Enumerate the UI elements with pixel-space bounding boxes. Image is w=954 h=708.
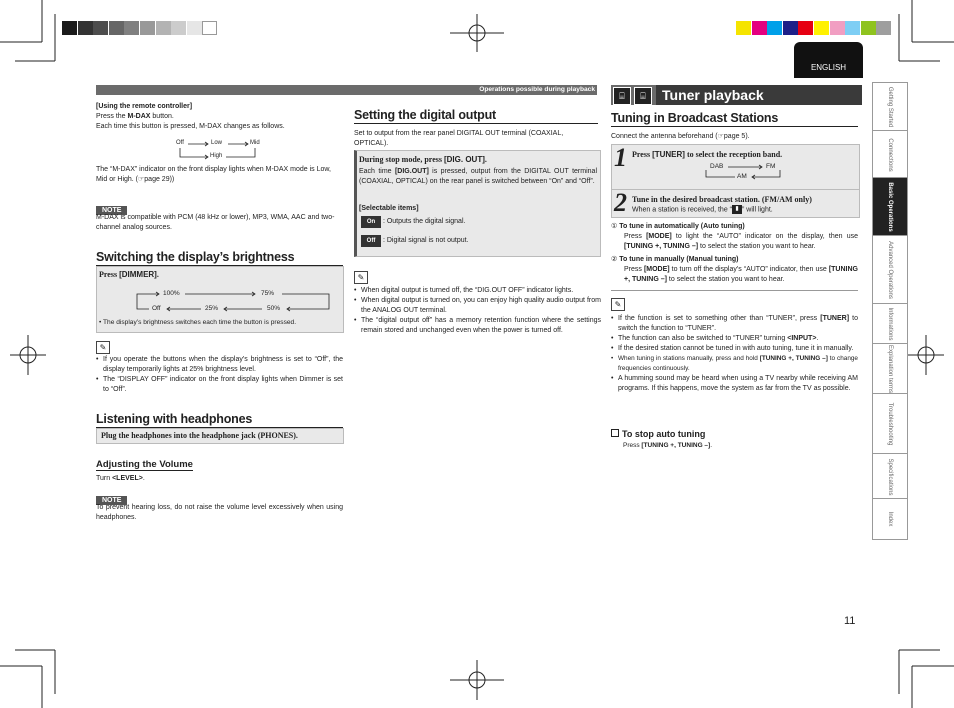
selectable-title: [Selectable items] xyxy=(359,205,419,212)
digital-intro: Set to output from the rear panel DIGITAL OUT terminal (COAXIAL, OPTICAL). xyxy=(354,130,564,147)
brightness-note: • The display’s brightness switches each time the button is pressed. xyxy=(99,319,297,326)
mdax-key: M-DAX xyxy=(127,113,151,120)
cycle-mid: Mid xyxy=(250,140,260,146)
checkbox-icon xyxy=(611,429,619,437)
band-arrows xyxy=(702,162,802,186)
tip-pencil-icon: ✎ xyxy=(96,341,110,354)
band-cycle xyxy=(702,162,802,186)
band-dab: DAB xyxy=(710,163,724,170)
side-tab[interactable] xyxy=(872,177,908,237)
remote-line2: Each time this button is pressed, M-DAX changes as follows. xyxy=(96,123,285,130)
tip-item: • If you operate the buttons when the display’s brightness is set to “Off”, the display temporarily lights at 25% brightness level. xyxy=(96,355,343,375)
side-tab-label: Advanced Operations xyxy=(887,241,893,299)
b-off: Off xyxy=(152,305,161,312)
remote-line1-post: button. xyxy=(150,113,174,120)
side-tab[interactable] xyxy=(872,303,908,345)
step1-box xyxy=(611,144,860,190)
headphones-box: Plug the headphones into the headphone jack (PHONES). xyxy=(96,428,344,444)
tuner-icon-1: ⌸ xyxy=(613,87,631,105)
tip-item: • If the desired station cannot be tuned in with auto tuning, tune it in manually. xyxy=(611,344,858,354)
connect-note: Connect the antenna beforehand (☞page 5). xyxy=(611,133,750,140)
side-tab-label: Basic Operations xyxy=(887,182,893,232)
language-tab xyxy=(794,42,863,78)
volume-text: Turn <LEVEL>. xyxy=(96,475,145,482)
digout-key: [DIG. OUT] xyxy=(443,155,485,164)
side-tab-label: Index xyxy=(887,511,893,527)
remote-line1-pre: Press the xyxy=(96,113,128,120)
note-text-2: To prevent hearing loss, do not raise the volume level excessively when using headphones. xyxy=(96,504,343,521)
tip-item: • When digital output is turned on, you can enjoy high quality audio output from the ANALOG OUT terminal. xyxy=(354,296,601,316)
tuner-key: [TUNER] xyxy=(652,150,685,159)
mdax-description: The “M-DAX” indicator on the front display lights when M-DAX mode is Low, Mid or High. (☞page 29)) xyxy=(96,166,331,183)
side-tab[interactable] xyxy=(872,453,908,500)
stop-text: Press [TUNING +, TUNING –]. xyxy=(623,442,713,449)
digital-box xyxy=(354,150,601,257)
side-tab[interactable] xyxy=(872,393,908,455)
remote-title: [Using the remote controller] xyxy=(96,103,193,110)
banner-text: Operations possible during playback xyxy=(479,86,595,93)
tip-pencil-icon: ✎ xyxy=(354,271,368,284)
side-tab-label: Informations xyxy=(887,307,893,341)
b-100: 100% xyxy=(163,290,180,297)
side-tab-label: Explanation terms xyxy=(887,344,893,394)
mdax-cycle-diagram xyxy=(170,138,270,164)
cycle-off: Off xyxy=(176,140,184,146)
side-tab[interactable] xyxy=(872,130,908,179)
b-75: 75% xyxy=(261,290,275,297)
stop-title: To stop auto tuning xyxy=(611,429,705,439)
side-tab-label: Getting Started xyxy=(887,86,893,128)
brightness-title: Switching the display’s brightness xyxy=(96,250,343,266)
brightness-tips xyxy=(96,355,343,395)
step1-number: 1 xyxy=(614,143,627,172)
b-50: 50% xyxy=(267,305,281,312)
side-tab-label: Connections xyxy=(887,137,893,172)
auto-tuning: ① To tune in automatically (Auto tuning) Press [MODE] to light the “AUTO” indicator on the display, then use [TUNING +, TUNING –] to select the station you want to hear. xyxy=(611,223,858,250)
step2-title: Tune in the desired broadcast station. (FM/AM only) xyxy=(632,195,812,204)
side-tab-label: Troubleshooting xyxy=(887,402,893,446)
brightness-cycle xyxy=(97,287,343,315)
tip-item: • The “digital output off” has a memory retention function where the settings remain stored and unchanged even when the power is turned off. xyxy=(354,316,601,336)
cycle-high: High xyxy=(210,153,223,159)
manual-tuning: ② To tune in manually (Manual tuning) Press [MODE] to turn off the display's “AUTO” indicator, then use [TUNING +, TUNING –] to select the station you want to hear. xyxy=(611,256,858,283)
headphones-title: Listening with headphones xyxy=(96,412,343,428)
signal-icon: ▮ xyxy=(732,205,742,214)
tuner-title: Tuner playback xyxy=(656,85,862,105)
side-tab[interactable] xyxy=(872,235,908,305)
auto-title: To tune in automatically (Auto tuning) xyxy=(619,223,745,230)
level-key: <LEVEL> xyxy=(112,475,143,482)
auto-num: ① xyxy=(611,223,618,230)
tip-item: • The function can also be switched to “TUNER” turning <INPUT>. xyxy=(611,334,858,344)
side-tab[interactable] xyxy=(872,343,908,395)
brightness-arrows xyxy=(97,287,343,315)
page-number: 11 xyxy=(844,615,856,627)
dimmer-key: [DIMMER] xyxy=(119,270,157,279)
remote-section xyxy=(96,102,343,132)
brightness-press: Press [DIMMER]. xyxy=(99,270,159,279)
tip-item: • If the function is set to something other than “TUNER”, press [TUNER] to switch the function to “TUNER”. xyxy=(611,314,858,334)
note-label: NOTE xyxy=(96,206,127,215)
tip-item: • When tuning in stations manually, press and hold [TUNING +, TUNING –] to change frequencies continuously. xyxy=(611,354,858,374)
side-tab[interactable] xyxy=(872,498,908,540)
side-tab[interactable] xyxy=(872,82,908,132)
brightness-box xyxy=(96,266,344,333)
volume-title: Adjusting the Volume xyxy=(96,459,193,470)
note2-label: NOTE xyxy=(96,496,127,505)
step2-number: 2 xyxy=(614,188,627,217)
cycle-arrows xyxy=(170,138,270,164)
step1-text: Press [TUNER] to select the reception band. xyxy=(632,150,783,159)
divider xyxy=(611,290,858,291)
language-label: ENGLISH xyxy=(810,63,847,72)
band-fm: FM xyxy=(766,163,776,170)
digital-box-text: Each time [DIG.OUT] is pressed, output from the DIGITAL OUT terminal (COAXIAL, OPTICAL) on the rear panel is switched between “On” and “Off”. xyxy=(359,168,597,185)
tuner-icon-2: ⌸ xyxy=(634,87,652,105)
tip-pencil-icon: ✎ xyxy=(611,298,625,311)
cycle-low: Low xyxy=(211,140,223,146)
b-25: 25% xyxy=(205,305,219,312)
tuning-title: Tuning in Broadcast Stations xyxy=(611,111,858,127)
tuner-tips xyxy=(611,314,858,394)
step2-sub: When a station is received, the “ ▮ ” will light. xyxy=(632,206,773,214)
digital-title: Setting the digital output xyxy=(354,108,598,124)
digital-box-title: During stop mode, press [DIG. OUT]. xyxy=(359,155,487,164)
manual-num: ② xyxy=(611,256,618,263)
band-am: AM xyxy=(737,173,747,180)
item-on: On : Outputs the digital signal. xyxy=(361,216,465,228)
digital-tips xyxy=(354,286,601,336)
tip-item: • A humming sound may be heard when using a TV nearby while receiving AM programs. If this happens, move the system as far from the TV as possible. xyxy=(611,374,858,394)
tip-item: • The “DISPLAY OFF” indicator on the front display lights when Dimmer is set to “Off”. xyxy=(96,375,343,395)
item-off: Off : Digital signal is not output. xyxy=(361,235,469,247)
manual-title: To tune in manually (Manual tuning) xyxy=(619,256,739,263)
side-tab-label: Specifications xyxy=(887,457,893,496)
tip-item: • When digital output is turned off, the “DIG.OUT OFF” indicator lights. xyxy=(354,286,601,296)
step2-box xyxy=(611,189,860,218)
note-text-1: M-DAX is compatible with PCM (48 kHz or lower), MP3, WMA, AAC and two-channel analog sources. xyxy=(96,214,335,231)
